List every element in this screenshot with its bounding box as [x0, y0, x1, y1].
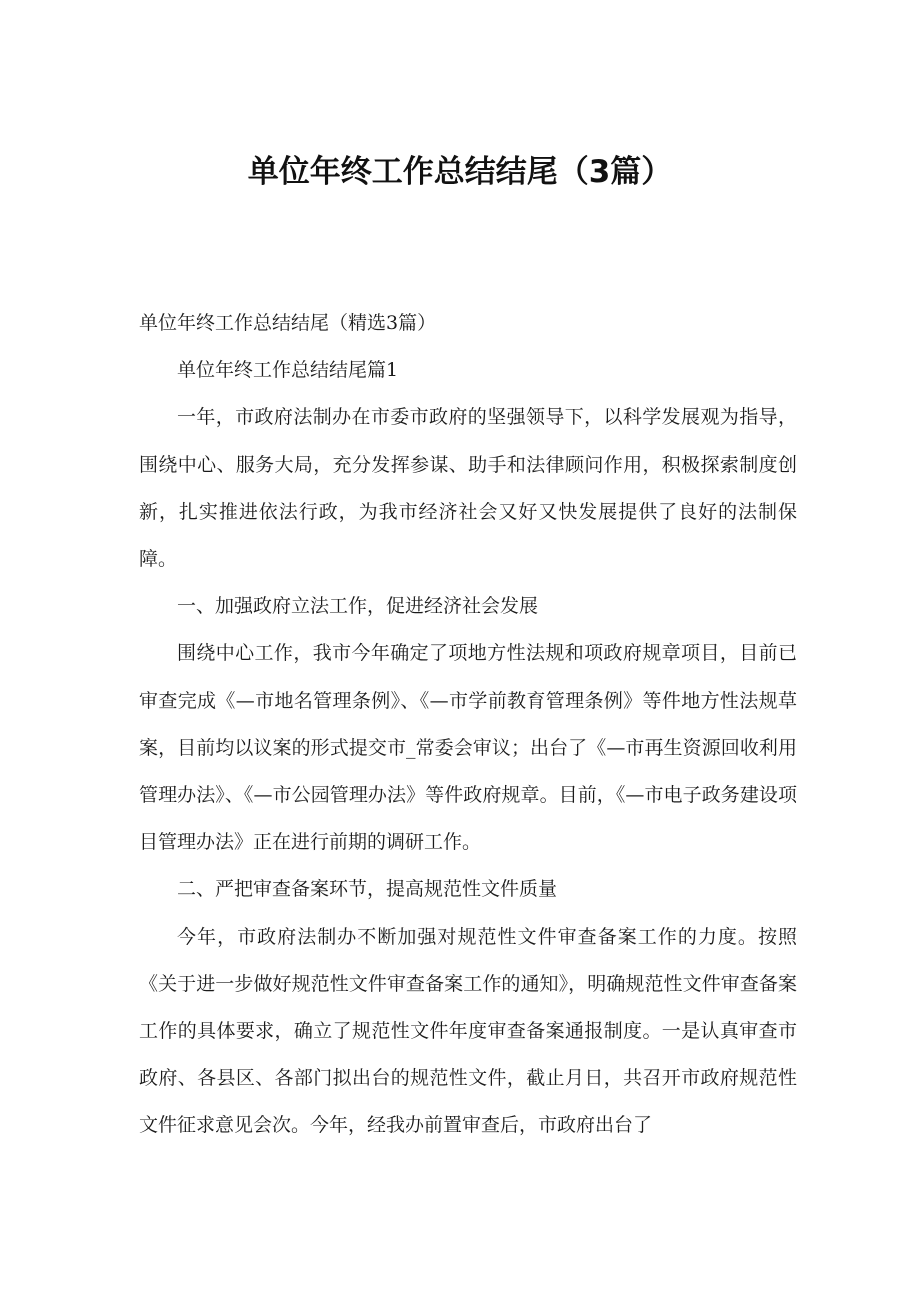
body-paragraph: 一年，市政府法制办在市委市政府的坚强领导下，以科学发展观为指导，围绕中心、服务大局，充分发挥参谋、助手和法律顾问作用，积极探索制度创新，扎实推进依法行政，为我市经济社会又好又快发展提供了良好的法制保障。: [139, 406, 797, 571]
section-heading-part1: 单位年终工作总结结尾篇1: [177, 359, 399, 382]
body-paragraph: 今年，市政府法制办不断加强对规范性文件审查备案工作的力度。按照《关于进一步做好规范性文件审查备案工作的通知》，明确规范性文件审查备案工作的具体要求，确立了规范性文件年度审查备案通报制度。一是认真审查市政府、各县区、各部门拟出台的规范性文件，截止月日，共召开市政府规范性文件征求意见会次。今年，经我办前置审查后，市政府出台了: [139, 925, 797, 1137]
document-body: [139, 300, 797, 1150]
section-heading-review: 二、严把审查备案环节，提高规范性文件质量: [177, 878, 558, 901]
section-heading-legislation: 一、加强政府立法工作，促进经济社会发展: [177, 595, 539, 618]
document-title: 单位年终工作总结结尾（3篇）: [247, 154, 673, 190]
body-paragraph: 围绕中心工作，我市今年确定了项地方性法规和项政府规章项目，目前已审查完成《—市地名管理条例》、《—市学前教育管理条例》等件地方性法规草案，目前均以议案的形式提交市_常委会审议；出台了《—市再生资源回收利用管理办法》、《—市公园管理办法》等件政府规章。目前，《—市电子政务建设项目管理办法》正在进行前期的调研工作。: [139, 642, 797, 854]
subtitle-paragraph: 单位年终工作总结结尾（精选3篇）: [139, 312, 437, 334]
